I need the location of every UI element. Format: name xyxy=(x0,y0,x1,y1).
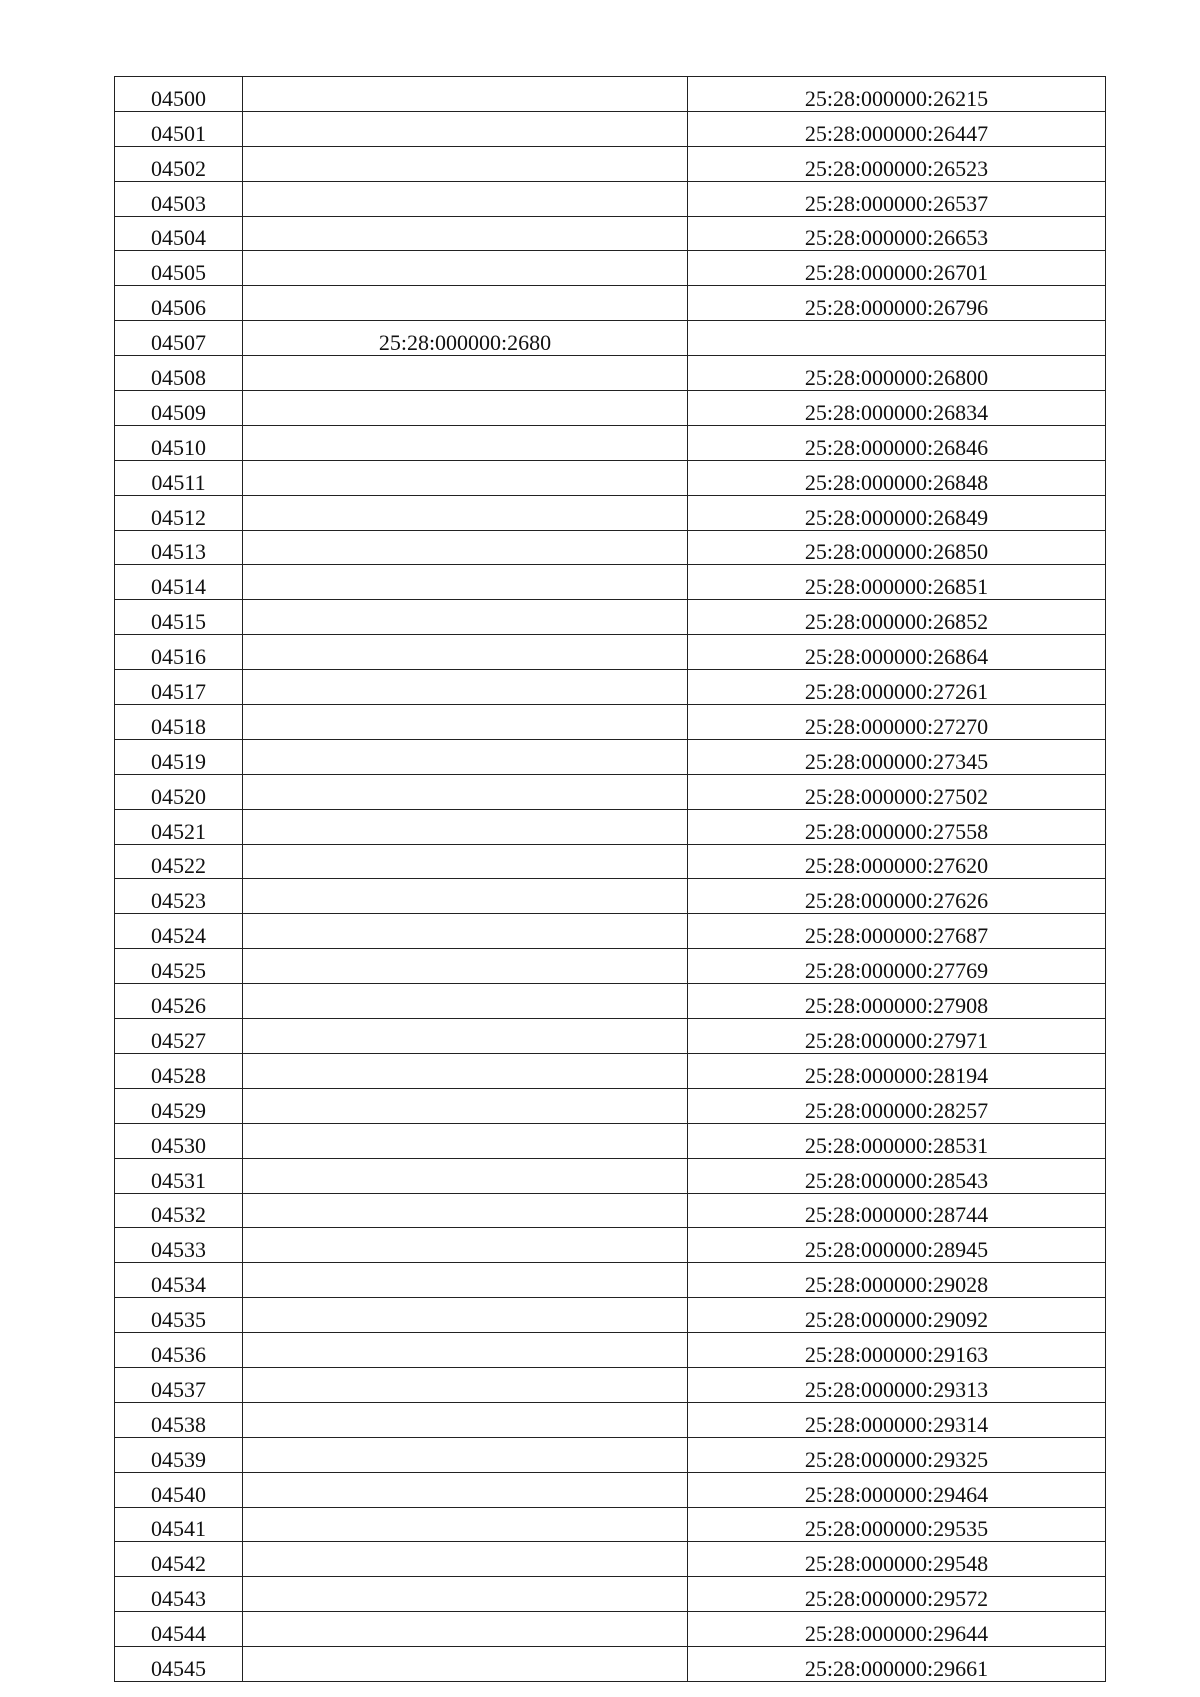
row-number-cell: 04506 xyxy=(115,286,243,321)
cadastral-number-cell xyxy=(243,809,688,844)
table-row xyxy=(115,949,1106,984)
row-number-cell: 04523 xyxy=(115,879,243,914)
row-number-cell: 04537 xyxy=(115,1367,243,1402)
cadastral-number-cell xyxy=(243,251,688,286)
table-row xyxy=(115,844,1106,879)
cadastral-number-cell xyxy=(243,1333,688,1368)
row-number-cell: 04508 xyxy=(115,356,243,391)
cadastral-number-cell xyxy=(243,635,688,670)
cadastral-number-cell xyxy=(243,1158,688,1193)
cadastral-number-cell: 25:28:000000:26653 xyxy=(688,216,1106,251)
cadastral-number-cell xyxy=(243,879,688,914)
cadastral-number-cell xyxy=(243,949,688,984)
cadastral-number-cell xyxy=(243,1437,688,1472)
cadastral-number-cell: 25:28:000000:27620 xyxy=(688,844,1106,879)
table-row xyxy=(115,321,1106,356)
table-row xyxy=(115,739,1106,774)
cadastral-number-cell xyxy=(243,600,688,635)
row-number-cell: 04520 xyxy=(115,774,243,809)
cadastral-number-cell: 25:28:000000:26848 xyxy=(688,460,1106,495)
cadastral-number-cell: 25:28:000000:27270 xyxy=(688,705,1106,740)
table-row xyxy=(115,146,1106,181)
cadastral-number-cell: 25:28:000000:26864 xyxy=(688,635,1106,670)
table-row xyxy=(115,1123,1106,1158)
table-row xyxy=(115,1053,1106,1088)
row-number-cell: 04514 xyxy=(115,565,243,600)
table-row xyxy=(115,495,1106,530)
row-number-cell: 04534 xyxy=(115,1263,243,1298)
cadastral-number-cell xyxy=(243,146,688,181)
row-number-cell: 04530 xyxy=(115,1123,243,1158)
cadastral-number-cell xyxy=(243,1612,688,1647)
table-row xyxy=(115,77,1106,112)
cadastral-number-cell xyxy=(688,321,1106,356)
table-row xyxy=(115,1088,1106,1123)
table-row xyxy=(115,530,1106,565)
cadastral-number-cell: 25:28:000000:27769 xyxy=(688,949,1106,984)
row-number-cell: 04509 xyxy=(115,391,243,426)
row-number-cell: 04539 xyxy=(115,1437,243,1472)
row-number-cell: 04507 xyxy=(115,321,243,356)
cadastral-number-cell xyxy=(243,77,688,112)
cadastral-number-cell: 25:28:000000:26846 xyxy=(688,425,1106,460)
cadastral-number-cell: 25:28:000000:29548 xyxy=(688,1542,1106,1577)
table-row xyxy=(115,1402,1106,1437)
cadastral-number-cell: 25:28:000000:28945 xyxy=(688,1228,1106,1263)
cadastral-number-cell xyxy=(243,1367,688,1402)
table-row xyxy=(115,670,1106,705)
cadastral-number-cell: 25:28:000000:29661 xyxy=(688,1647,1106,1682)
row-number-cell: 04538 xyxy=(115,1402,243,1437)
cadastral-number-cell xyxy=(243,181,688,216)
row-number-cell: 04529 xyxy=(115,1088,243,1123)
cadastral-number-cell xyxy=(243,1263,688,1298)
row-number-cell: 04518 xyxy=(115,705,243,740)
cadastral-number-cell: 25:28:000000:27908 xyxy=(688,984,1106,1019)
table-row xyxy=(115,600,1106,635)
cadastral-number-cell xyxy=(243,914,688,949)
cadastral-number-cell: 25:28:000000:26701 xyxy=(688,251,1106,286)
cadastral-number-cell: 25:28:000000:26796 xyxy=(688,286,1106,321)
row-number-cell: 04503 xyxy=(115,181,243,216)
cadastral-number-cell: 25:28:000000:29092 xyxy=(688,1298,1106,1333)
cadastral-number-cell: 25:28:000000:26852 xyxy=(688,600,1106,635)
cadastral-number-cell xyxy=(243,1542,688,1577)
table-row xyxy=(115,914,1106,949)
cadastral-number-cell xyxy=(243,705,688,740)
table-row xyxy=(115,1577,1106,1612)
row-number-cell: 04535 xyxy=(115,1298,243,1333)
table-row xyxy=(115,565,1106,600)
cadastral-number-cell xyxy=(243,1402,688,1437)
row-number-cell: 04517 xyxy=(115,670,243,705)
cadastral-number-cell xyxy=(243,1228,688,1263)
row-number-cell: 04531 xyxy=(115,1158,243,1193)
cadastral-number-cell: 25:28:000000:26523 xyxy=(688,146,1106,181)
row-number-cell: 04544 xyxy=(115,1612,243,1647)
cadastral-number-cell xyxy=(243,1053,688,1088)
table-row xyxy=(115,1263,1106,1298)
row-number-cell: 04532 xyxy=(115,1193,243,1228)
cadastral-number-cell xyxy=(243,1472,688,1507)
cadastral-number-cell: 25:28:000000:26447 xyxy=(688,111,1106,146)
table-body xyxy=(115,77,1106,1682)
row-number-cell: 04543 xyxy=(115,1577,243,1612)
cadastral-number-cell xyxy=(243,391,688,426)
cadastral-number-cell: 25:28:000000:28531 xyxy=(688,1123,1106,1158)
cadastral-number-cell xyxy=(243,844,688,879)
table-row xyxy=(115,425,1106,460)
table-row xyxy=(115,216,1106,251)
cadastral-number-cell: 25:28:000000:2680 xyxy=(243,321,688,356)
cadastral-number-cell: 25:28:000000:26851 xyxy=(688,565,1106,600)
cadastral-number-cell xyxy=(243,495,688,530)
row-number-cell: 04533 xyxy=(115,1228,243,1263)
cadastral-number-cell: 25:28:000000:29572 xyxy=(688,1577,1106,1612)
cadastral-number-cell xyxy=(243,1088,688,1123)
cadastral-number-cell: 25:28:000000:29535 xyxy=(688,1507,1106,1542)
cadastral-number-cell xyxy=(243,1507,688,1542)
table-row xyxy=(115,635,1106,670)
row-number-cell: 04528 xyxy=(115,1053,243,1088)
row-number-cell: 04501 xyxy=(115,111,243,146)
table-row xyxy=(115,1647,1106,1682)
table-row xyxy=(115,774,1106,809)
cadastral-number-cell: 25:28:000000:27971 xyxy=(688,1019,1106,1054)
cadastral-number-cell xyxy=(243,111,688,146)
table-row xyxy=(115,1437,1106,1472)
cadastral-number-cell xyxy=(243,216,688,251)
row-number-cell: 04541 xyxy=(115,1507,243,1542)
table-row xyxy=(115,286,1106,321)
cadastral-number-cell: 25:28:000000:27558 xyxy=(688,809,1106,844)
cadastral-number-cell xyxy=(243,1298,688,1333)
cadastral-number-cell xyxy=(243,286,688,321)
table-row xyxy=(115,1019,1106,1054)
table-row xyxy=(115,181,1106,216)
table-row xyxy=(115,1367,1106,1402)
table-row xyxy=(115,1612,1106,1647)
cadastral-number-cell: 25:28:000000:29464 xyxy=(688,1472,1106,1507)
row-number-cell: 04536 xyxy=(115,1333,243,1368)
row-number-cell: 04545 xyxy=(115,1647,243,1682)
row-number-cell: 04525 xyxy=(115,949,243,984)
cadastral-number-cell: 25:28:000000:27345 xyxy=(688,739,1106,774)
row-number-cell: 04542 xyxy=(115,1542,243,1577)
table-row xyxy=(115,460,1106,495)
cadastral-number-cell xyxy=(243,774,688,809)
row-number-cell: 04522 xyxy=(115,844,243,879)
table-row xyxy=(115,1472,1106,1507)
cadastral-number-cell: 25:28:000000:26850 xyxy=(688,530,1106,565)
cadastral-number-cell xyxy=(243,425,688,460)
cadastral-number-cell: 25:28:000000:28543 xyxy=(688,1158,1106,1193)
cadastral-number-cell xyxy=(243,1123,688,1158)
cadastral-number-cell xyxy=(243,356,688,391)
cadastral-number-cell xyxy=(243,565,688,600)
table-row xyxy=(115,809,1106,844)
cadastral-number-cell: 25:28:000000:28194 xyxy=(688,1053,1106,1088)
cadastral-number-cell: 25:28:000000:26849 xyxy=(688,495,1106,530)
table-row xyxy=(115,984,1106,1019)
cadastral-number-cell: 25:28:000000:27502 xyxy=(688,774,1106,809)
table-row xyxy=(115,251,1106,286)
row-number-cell: 04511 xyxy=(115,460,243,495)
cadastral-number-cell xyxy=(243,460,688,495)
row-number-cell: 04527 xyxy=(115,1019,243,1054)
table-row xyxy=(115,111,1106,146)
row-number-cell: 04540 xyxy=(115,1472,243,1507)
cadastral-number-cell xyxy=(243,1019,688,1054)
cadastral-number-cell: 25:28:000000:29028 xyxy=(688,1263,1106,1298)
row-number-cell: 04524 xyxy=(115,914,243,949)
cadastral-number-cell: 25:28:000000:27261 xyxy=(688,670,1106,705)
table-row xyxy=(115,1158,1106,1193)
row-number-cell: 04516 xyxy=(115,635,243,670)
cadastral-number-cell: 25:28:000000:27687 xyxy=(688,914,1106,949)
table-row xyxy=(115,391,1106,426)
row-number-cell: 04519 xyxy=(115,739,243,774)
cadastral-number-cell xyxy=(243,670,688,705)
row-number-cell: 04513 xyxy=(115,530,243,565)
table-row xyxy=(115,1542,1106,1577)
cadastral-number-cell xyxy=(243,1647,688,1682)
cadastral-number-cell xyxy=(243,1577,688,1612)
cadastral-number-cell: 25:28:000000:29314 xyxy=(688,1402,1106,1437)
cadastral-number-cell: 25:28:000000:27626 xyxy=(688,879,1106,914)
row-number-cell: 04500 xyxy=(115,77,243,112)
table-row xyxy=(115,705,1106,740)
cadastral-number-cell: 25:28:000000:29644 xyxy=(688,1612,1106,1647)
table-row xyxy=(115,356,1106,391)
row-number-cell: 04510 xyxy=(115,425,243,460)
cadastral-number-cell: 25:28:000000:29163 xyxy=(688,1333,1106,1368)
table-row xyxy=(115,1298,1106,1333)
cadastral-number-cell xyxy=(243,984,688,1019)
cadastral-number-cell: 25:28:000000:29325 xyxy=(688,1437,1106,1472)
cadastral-number-cell: 25:28:000000:26834 xyxy=(688,391,1106,426)
row-number-cell: 04515 xyxy=(115,600,243,635)
row-number-cell: 04502 xyxy=(115,146,243,181)
row-number-cell: 04504 xyxy=(115,216,243,251)
cadastral-number-cell: 25:28:000000:28744 xyxy=(688,1193,1106,1228)
cadastral-number-cell: 25:28:000000:26800 xyxy=(688,356,1106,391)
table-row xyxy=(115,1193,1106,1228)
row-number-cell: 04526 xyxy=(115,984,243,1019)
table-row xyxy=(115,879,1106,914)
cadastral-number-cell: 25:28:000000:29313 xyxy=(688,1367,1106,1402)
row-number-cell: 04512 xyxy=(115,495,243,530)
cadastral-number-cell: 25:28:000000:28257 xyxy=(688,1088,1106,1123)
cadastral-number-cell xyxy=(243,739,688,774)
cadastral-number-cell xyxy=(243,530,688,565)
cadastral-number-table xyxy=(114,76,1106,1682)
table-row xyxy=(115,1507,1106,1542)
cadastral-number-cell: 25:28:000000:26537 xyxy=(688,181,1106,216)
cadastral-number-cell xyxy=(243,1193,688,1228)
row-number-cell: 04521 xyxy=(115,809,243,844)
table-row xyxy=(115,1333,1106,1368)
table-row xyxy=(115,1228,1106,1263)
cadastral-number-cell: 25:28:000000:26215 xyxy=(688,77,1106,112)
row-number-cell: 04505 xyxy=(115,251,243,286)
